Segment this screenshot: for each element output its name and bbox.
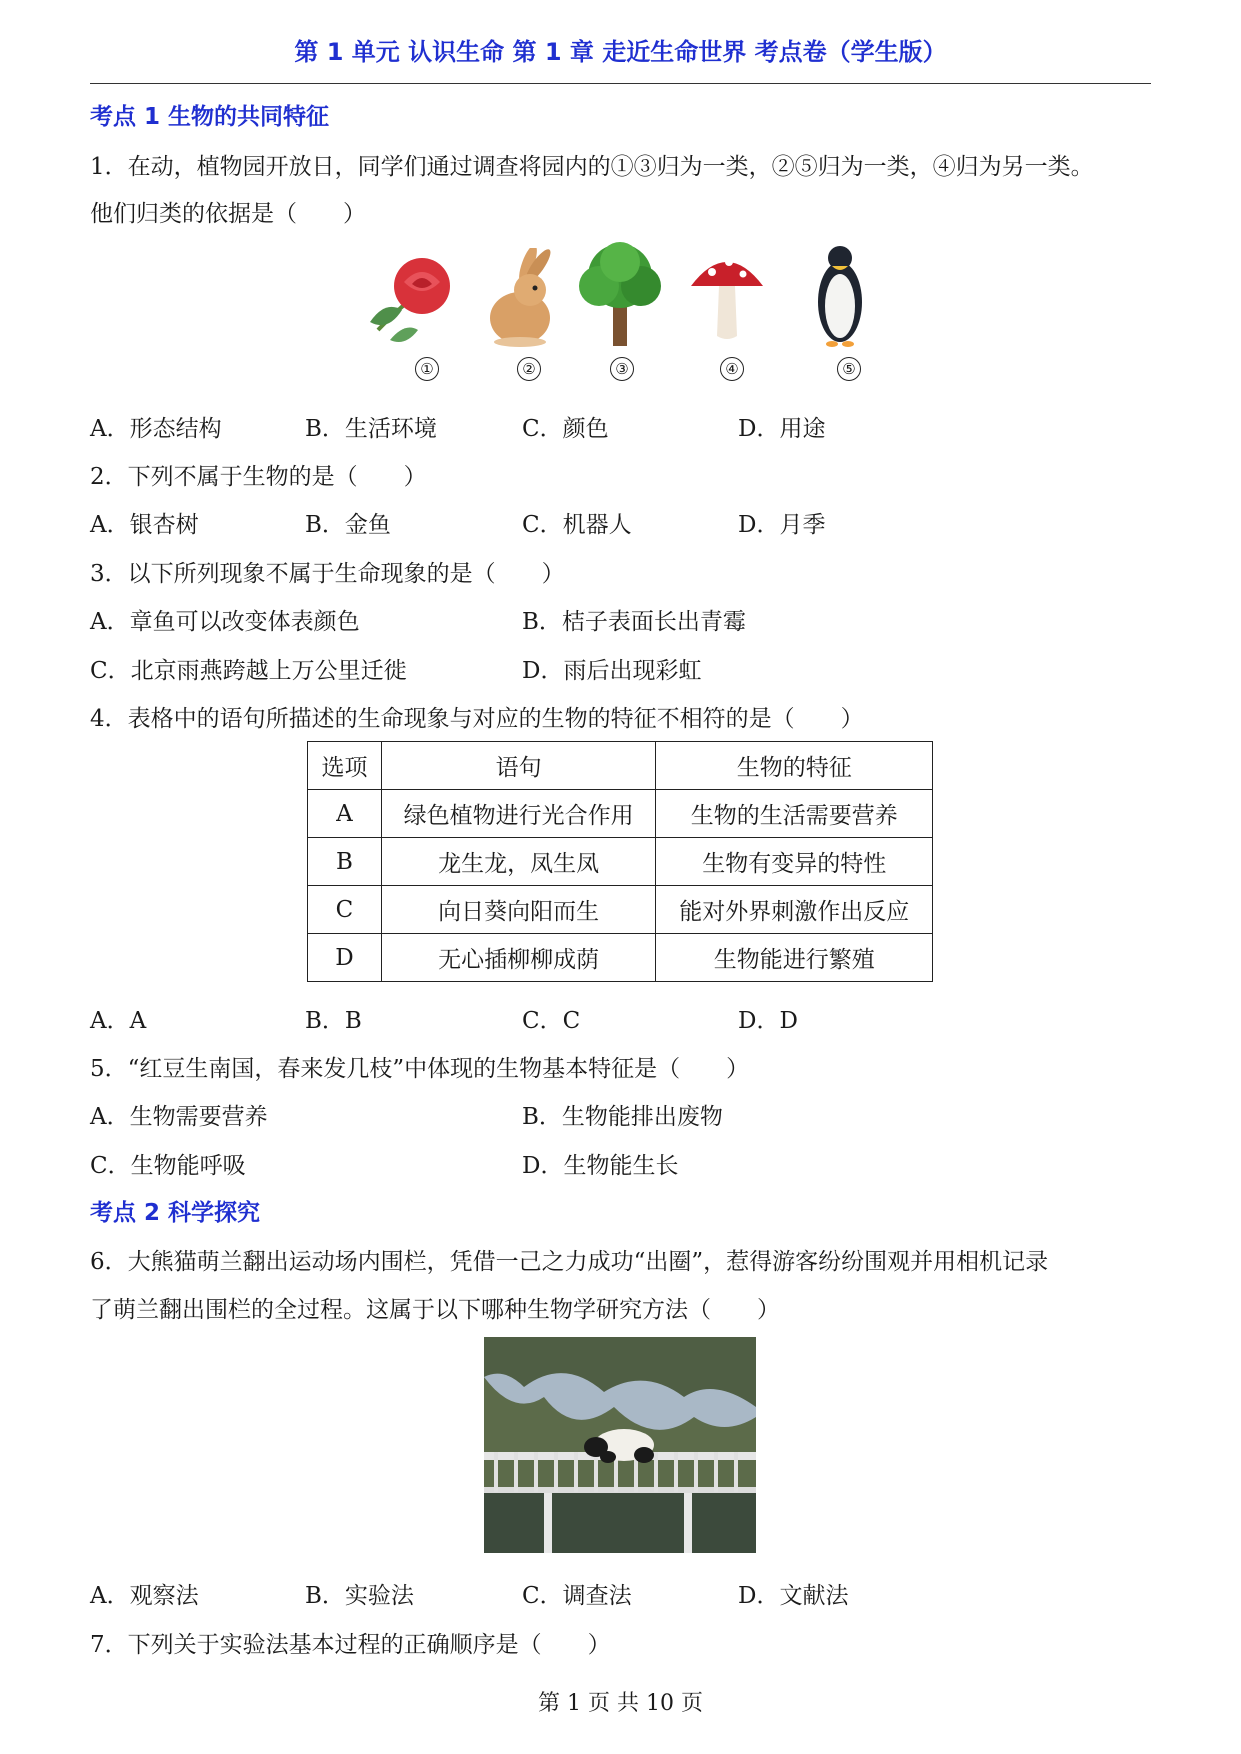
table-cell: 向日葵向阳而生 xyxy=(381,886,656,934)
table-row xyxy=(308,838,933,886)
table-header-row xyxy=(308,742,933,790)
rabbit-icon xyxy=(480,248,560,348)
table-cell: A xyxy=(308,790,382,838)
table-row xyxy=(308,886,933,934)
q3-option-d[interactable]: D．雨后出现彩虹 xyxy=(522,658,702,684)
table-cell: 绿色植物进行光合作用 xyxy=(381,790,656,838)
table-cell: C xyxy=(308,886,382,934)
rose-icon xyxy=(360,252,460,347)
table-header-cell: 生物的特征 xyxy=(656,742,933,790)
q1-option-a[interactable]: A．形态结构 xyxy=(90,416,222,442)
q5-option-c[interactable]: C．生物能呼吸 xyxy=(90,1153,246,1179)
q1-option-c[interactable]: C．颜色 xyxy=(522,416,609,442)
q3-stem: 3．以下所列现象不属于生命现象的是（ ） xyxy=(90,561,565,587)
penguin-icon xyxy=(810,240,870,348)
table-cell: D xyxy=(308,934,382,982)
q2-option-a[interactable]: A．银杏树 xyxy=(90,512,199,538)
section-title-1: 考点 1 生物的共同特征 xyxy=(90,104,330,130)
q4-stem: 4．表格中的语句所描述的生命现象与对应的生物的特征不相符的是（ ） xyxy=(90,706,864,732)
page-footer: 第 1 页 共 10 页 xyxy=(538,1691,703,1716)
q1-option-b[interactable]: B．生活环境 xyxy=(305,416,437,442)
q6-stem-line2: 了萌兰翻出围栏的全过程。这属于以下哪种生物学研究方法（ ） xyxy=(90,1297,780,1323)
q4-table xyxy=(307,741,933,982)
q4-option-a[interactable]: A．A xyxy=(90,1008,147,1034)
organism-label-3: ③ xyxy=(610,357,634,381)
table-row xyxy=(308,934,933,982)
table-cell: 能对外界刺激作出反应 xyxy=(656,886,933,934)
table-header-cell: 语句 xyxy=(381,742,656,790)
q4-option-c[interactable]: C．C xyxy=(522,1008,581,1034)
q3-option-a[interactable]: A．章鱼可以改变体表颜色 xyxy=(90,609,360,635)
panda-photo xyxy=(484,1337,756,1553)
q5-option-b[interactable]: B．生物能排出废物 xyxy=(522,1104,723,1130)
header-divider xyxy=(90,83,1151,84)
q6-stem-line1: 6．大熊猫萌兰翻出运动场内围栏，凭借一己之力成功“出圈”，惹得游客纷纷围观并用相机记录 xyxy=(90,1249,1049,1275)
q7-stem: 7．下列关于实验法基本过程的正确顺序是（ ） xyxy=(90,1632,611,1658)
section-title-2: 考点 2 科学探究 xyxy=(90,1200,261,1226)
q2-option-b[interactable]: B．金鱼 xyxy=(305,512,391,538)
table-cell: B xyxy=(308,838,382,886)
table-cell: 生物的生活需要营养 xyxy=(656,790,933,838)
q4-option-d[interactable]: D．D xyxy=(738,1008,798,1034)
q2-stem: 2．下列不属于生物的是（ ） xyxy=(90,464,427,490)
q3-option-b[interactable]: B．桔子表面长出青霉 xyxy=(522,609,746,635)
table-cell: 龙生龙，凤生凤 xyxy=(381,838,656,886)
page-header: 第 1 单元 认识生命 第 1 章 走近生命世界 考点卷（学生版） xyxy=(294,38,947,66)
table-row xyxy=(308,790,933,838)
organism-label-1: ① xyxy=(415,357,439,381)
q3-option-c[interactable]: C．北京雨燕跨越上万公里迁徙 xyxy=(90,658,407,684)
q2-option-c[interactable]: C．机器人 xyxy=(522,512,632,538)
table-cell: 无心插柳柳成荫 xyxy=(381,934,656,982)
organism-label-2: ② xyxy=(517,357,541,381)
q4-option-b[interactable]: B．B xyxy=(305,1008,362,1034)
table-cell: 生物有变异的特性 xyxy=(656,838,933,886)
tree-icon xyxy=(575,240,665,348)
q1-organism-figure xyxy=(350,240,890,390)
q1-stem-line2: 他们归类的依据是（ ） xyxy=(90,201,366,227)
q5-stem: 5．“红豆生南国，春来发几枝”中体现的生物基本特征是（ ） xyxy=(90,1056,750,1082)
q5-option-a[interactable]: A．生物需要营养 xyxy=(90,1104,268,1130)
q5-option-d[interactable]: D．生物能生长 xyxy=(522,1153,679,1179)
q6-option-c[interactable]: C．调查法 xyxy=(522,1583,632,1609)
q6-option-d[interactable]: D．文献法 xyxy=(738,1583,849,1609)
mushroom-icon xyxy=(687,244,767,344)
organism-label-4: ④ xyxy=(720,357,744,381)
q6-option-a[interactable]: A．观察法 xyxy=(90,1583,199,1609)
table-header-cell: 选项 xyxy=(308,742,382,790)
q2-option-d[interactable]: D．月季 xyxy=(738,512,826,538)
q1-stem-line1: 1．在动，植物园开放日，同学们通过调查将园内的①③归为一类，②⑤归为一类，④归为另一类。 xyxy=(90,154,1094,180)
q6-option-b[interactable]: B．实验法 xyxy=(305,1583,414,1609)
table-cell: 生物能进行繁殖 xyxy=(656,934,933,982)
q1-option-d[interactable]: D．用途 xyxy=(738,416,826,442)
organism-label-5: ⑤ xyxy=(837,357,861,381)
